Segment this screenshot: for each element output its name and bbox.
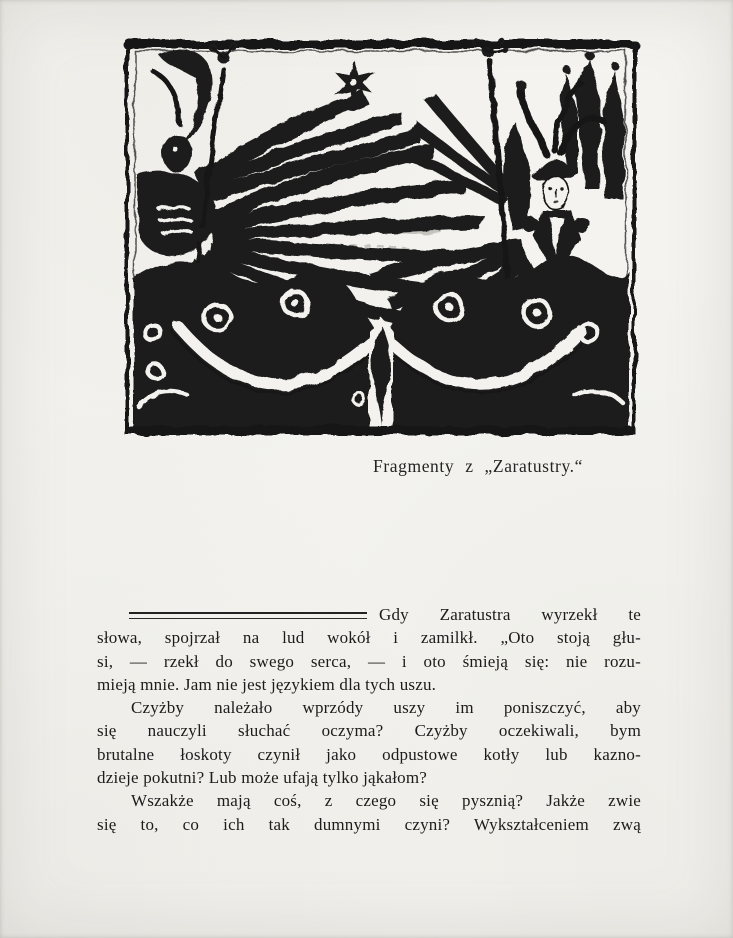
text-line: się to, co ich tak dumnymi czyni? Wykształceniem zwą	[97, 814, 641, 834]
text-line: brutalne łoskoty czynił jako odpustowe kotły lub kazno-	[97, 744, 641, 764]
text-line: słowa, spojrzał na lud wokół i zamilkł. „Oto stoją głu-	[97, 628, 641, 648]
text-line: dzieje pokutni? Lub może ufają tylko jąkałom?	[97, 768, 427, 788]
text-line: Wszakże mają coś, z czego się pysznią? Jakże zwie	[131, 791, 641, 811]
text-line: Czyżby należało wprzódy uszy im poniszczyć, aby	[131, 698, 641, 718]
text-line-content: Gdy Zaratustra wyrzekł te	[379, 605, 641, 624]
woodcut-illustration	[119, 33, 642, 443]
engraving-speckle	[135, 49, 626, 427]
opening-rule	[129, 612, 367, 619]
text-line: mieją mnie. Jam nie jest językiem dla tych uszu.	[97, 674, 437, 694]
body-text	[97, 603, 641, 836]
text-line	[97, 603, 641, 626]
illustration-caption: Fragmenty z „Zaratustry.“	[373, 456, 584, 476]
text-line: si, — rzekł do swego serca, — i oto śmieją się: nie rozu-	[97, 651, 641, 671]
text-line: się nauczyli słuchać oczyma? Czyżby oczekiwali, bym	[97, 721, 641, 741]
